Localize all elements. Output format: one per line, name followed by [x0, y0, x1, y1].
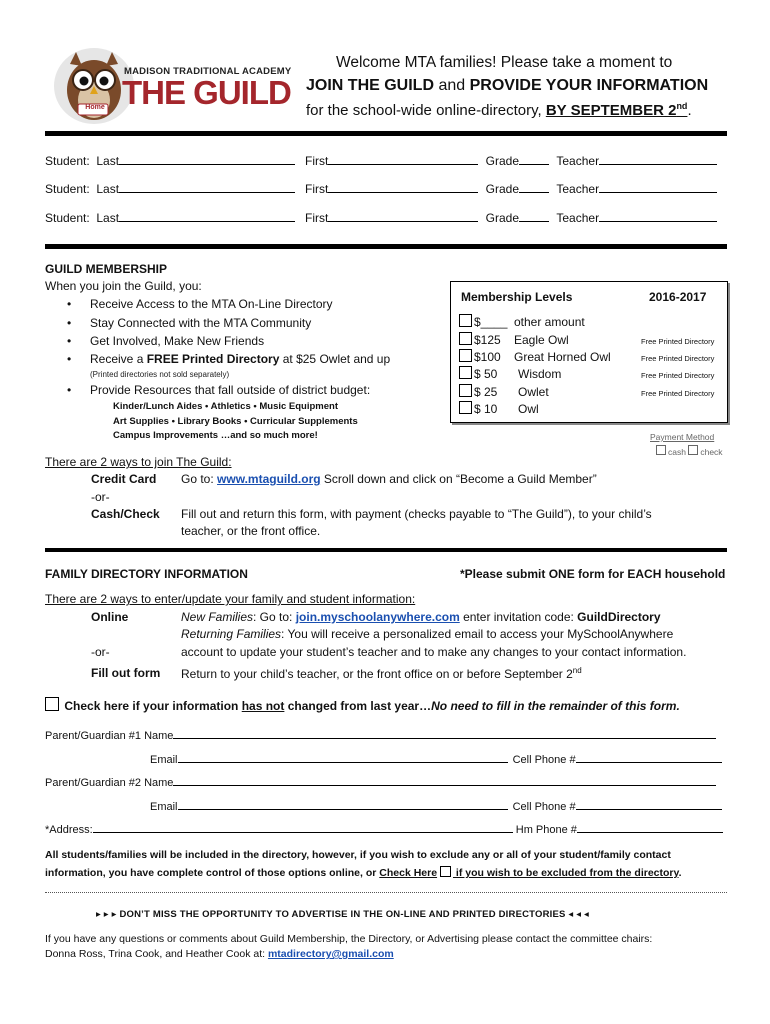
membership-levels-box — [450, 281, 728, 423]
student-row-2-b: First Grade Teacher — [305, 179, 717, 196]
payment-method-label: Payment Method — [650, 432, 715, 442]
student-1-first-field[interactable] — [328, 151, 478, 165]
perk-label: Free Printed Directory — [641, 337, 715, 346]
provide-info-text: PROVIDE YOUR INFORMATION — [469, 77, 709, 94]
level-checkbox[interactable] — [459, 314, 472, 327]
new-families-line: New Families: Go to: join.myschoolanywhere.com enter invitation code: GuildDirectory — [181, 610, 661, 624]
exclusion-notice-line2: information, you have complete control of those options online, or Check Here if you wish to be excluded from the directory. — [45, 867, 682, 879]
deadline: BY SEPTEMBER 2nd — [545, 101, 688, 119]
student-row-3-b: First Grade Teacher — [305, 208, 717, 225]
parent2-email-field[interactable] — [178, 796, 508, 810]
student-3-teacher-field[interactable] — [599, 208, 717, 222]
footer-line1: If you have any questions or comments about Guild Membership, the Directory, or Advertising please contact the committee chairs: — [45, 933, 653, 945]
divider-family — [45, 548, 727, 552]
resources-line-3: Campus Improvements …and so much more! — [113, 430, 318, 441]
no-change-checkbox[interactable] — [45, 697, 59, 711]
student-row-3: Student: Last — [45, 208, 295, 225]
parent2-row: Parent/Guardian #2 Name — [45, 772, 716, 789]
perk-label: Free Printed Directory — [641, 371, 715, 380]
resources-line-2: Art Supplies • Library Books • Curricular Supplements — [113, 416, 358, 427]
level-row[interactable]: $ 10 Owl — [459, 401, 721, 416]
exclude-checkbox[interactable] — [440, 866, 451, 877]
benefit-5: Provide Resources that fall outside of district budget: — [90, 383, 371, 397]
check-checkbox[interactable] — [688, 445, 698, 455]
invitation-code: GuildDirectory — [577, 610, 661, 624]
header-line1: Welcome MTA families! Please take a moment to — [336, 54, 673, 71]
parent2-cell-field[interactable] — [576, 796, 722, 810]
parent2-contact-row: Email Cell Phone # — [150, 796, 722, 813]
level-row[interactable]: $____ other amount — [459, 314, 721, 329]
level-checkbox[interactable] — [459, 349, 472, 362]
benefit-1: Receive Access to the MTA On-Line Directory — [90, 297, 333, 311]
household-note: *Please submit ONE form for EACH household — [460, 567, 726, 581]
student-row-1-b: First Grade Teacher — [305, 151, 717, 168]
benefit-4: Receive a FREE Printed Directory at $25 Owlet and up — [90, 352, 391, 366]
exclusion-notice-line1: All students/families will be included in the directory, however, if you wish to exclude any or all of your student/family contact — [45, 849, 671, 861]
arrows-left-icon: ▸ ▸ ▸ — [96, 909, 117, 920]
level-checkbox[interactable] — [459, 384, 472, 397]
level-row[interactable]: $100 Great Horned Owl — [459, 349, 721, 364]
student-3-last-field[interactable] — [119, 208, 295, 222]
level-row[interactable]: $ 25 Owlet — [459, 384, 721, 399]
benefit-2: Stay Connected with the MTA Community — [90, 316, 312, 330]
parent1-email-field[interactable] — [178, 749, 508, 763]
family-ways-heading: There are 2 ways to enter/update your family and student information: — [45, 592, 416, 606]
student-row-1: Student: Last — [45, 151, 295, 168]
student-3-first-field[interactable] — [328, 208, 478, 222]
credit-card-label: Credit Card — [91, 472, 157, 486]
parent1-row: Parent/Guardian #1 Name — [45, 725, 716, 742]
student-2-first-field[interactable] — [328, 179, 478, 193]
header-line3-a: for the school-wide online-directory, — [306, 102, 546, 119]
parent1-contact-row: Email Cell Phone # — [150, 749, 722, 766]
level-checkbox[interactable] — [459, 332, 472, 345]
printed-note: (Printed directories not sold separately) — [90, 370, 230, 379]
address-field[interactable] — [93, 819, 513, 833]
student-1-teacher-field[interactable] — [599, 151, 717, 165]
levels-header: Membership Levels — [461, 290, 573, 304]
student-1-last-field[interactable] — [119, 151, 295, 165]
fill-form-instructions: Return to your child’s teacher, or the front office on or before September 2nd — [181, 666, 582, 681]
student-2-last-field[interactable] — [119, 179, 295, 193]
student-row-2: Student: Last — [45, 179, 295, 196]
credit-card-instructions: Go to: www.mtaguild.org Scroll down and click on “Become a Guild Member” — [181, 472, 597, 486]
cash-check-line1: Fill out and return this form, with payment (checks payable to “The Guild”), to your child’s — [181, 507, 652, 521]
student-1-grade-field[interactable] — [519, 151, 549, 165]
bullet-dot: • — [67, 352, 72, 366]
arrows-right-icon: ◂ ◂ ◂ — [568, 909, 589, 920]
footer-line2: Donna Ross, Trina Cook, and Heather Cook at: mtadirectory@gmail.com — [45, 948, 394, 960]
membership-intro: When you join the Guild, you: — [45, 279, 202, 293]
join-ways-heading: There are 2 ways to join The Guild: — [45, 455, 232, 469]
header-period: . — [687, 102, 692, 119]
cash-checkbox[interactable] — [656, 445, 666, 455]
join-or: -or- — [91, 490, 110, 504]
resources-line-1: Kinder/Lunch Aides • Athletics • Music Equipment — [113, 401, 338, 412]
header-line3 — [306, 101, 692, 119]
returning-families-line: Returning Families: You will receive a personalized email to access your MySchoolAnywhere — [181, 627, 674, 641]
year-header: 2016-2017 — [649, 290, 707, 304]
no-change-row: Check here if your information has not changed from last year…No need to fill in the remainder of this form. — [45, 697, 680, 713]
advertise-banner: ▸ ▸ ▸ DON’T MISS THE OPPORTUNITY TO ADVERTISE IN THE ON-LINE AND PRINTED DIRECTORIES ◂ ◂ ◂ — [96, 909, 589, 920]
guild-wordmark: THE GUILD — [122, 74, 291, 111]
mascot-label: Home — [85, 104, 105, 111]
committee-email-link[interactable]: mtadirectory@gmail.com — [267, 948, 394, 960]
bullet-dot: • — [67, 297, 72, 311]
benefit-3: Get Involved, Make New Friends — [90, 334, 265, 348]
level-row[interactable]: $ 50 Wisdom — [459, 366, 721, 381]
divider-mid — [45, 244, 727, 249]
divider-top — [45, 131, 727, 136]
membership-title: GUILD MEMBERSHIP — [45, 262, 168, 276]
bullet-dot: • — [67, 383, 72, 397]
header-line2 — [306, 77, 708, 95]
payment-options: cash check — [656, 445, 723, 457]
bullet-dot: • — [67, 316, 72, 330]
level-checkbox[interactable] — [459, 366, 472, 379]
bullet-dot: • — [67, 334, 72, 348]
online-label: Online — [91, 610, 129, 624]
parent1-name-field[interactable] — [173, 725, 716, 739]
family-title: FAMILY DIRECTORY INFORMATION — [45, 567, 248, 581]
divider-dotted — [45, 892, 727, 893]
guild-website-link[interactable]: www.mtaguild.org — [217, 472, 321, 486]
logo — [52, 44, 292, 126]
parent2-name-field[interactable] — [173, 772, 716, 786]
join-guild-text: JOIN THE GUILD — [306, 77, 435, 94]
academy-name: MADISON TRADITIONAL ACADEMY — [124, 66, 292, 77]
cash-check-label: Cash/Check — [91, 507, 160, 521]
family-or: -or- — [91, 645, 110, 659]
fill-form-label: Fill out form — [91, 666, 161, 680]
myschoolanywhere-link[interactable]: join.myschoolanywhere.com — [295, 610, 460, 624]
perk-label: Free Printed Directory — [641, 354, 715, 363]
level-checkbox[interactable] — [459, 401, 472, 414]
home-phone-field[interactable] — [577, 819, 723, 833]
address-row: *Address: Hm Phone # — [45, 819, 723, 836]
header-and: and — [434, 77, 470, 94]
returning-families-line2: account to update your student’s teacher and to make any changes to your contact information. — [181, 645, 687, 659]
student-2-teacher-field[interactable] — [599, 179, 717, 193]
student-2-grade-field[interactable] — [519, 179, 549, 193]
cash-check-line2: teacher, or the front office. — [181, 524, 321, 538]
parent1-cell-field[interactable] — [576, 749, 722, 763]
student-3-grade-field[interactable] — [519, 208, 549, 222]
perk-label: Free Printed Directory — [641, 389, 715, 398]
level-row[interactable]: $125 Eagle Owl — [459, 332, 721, 347]
